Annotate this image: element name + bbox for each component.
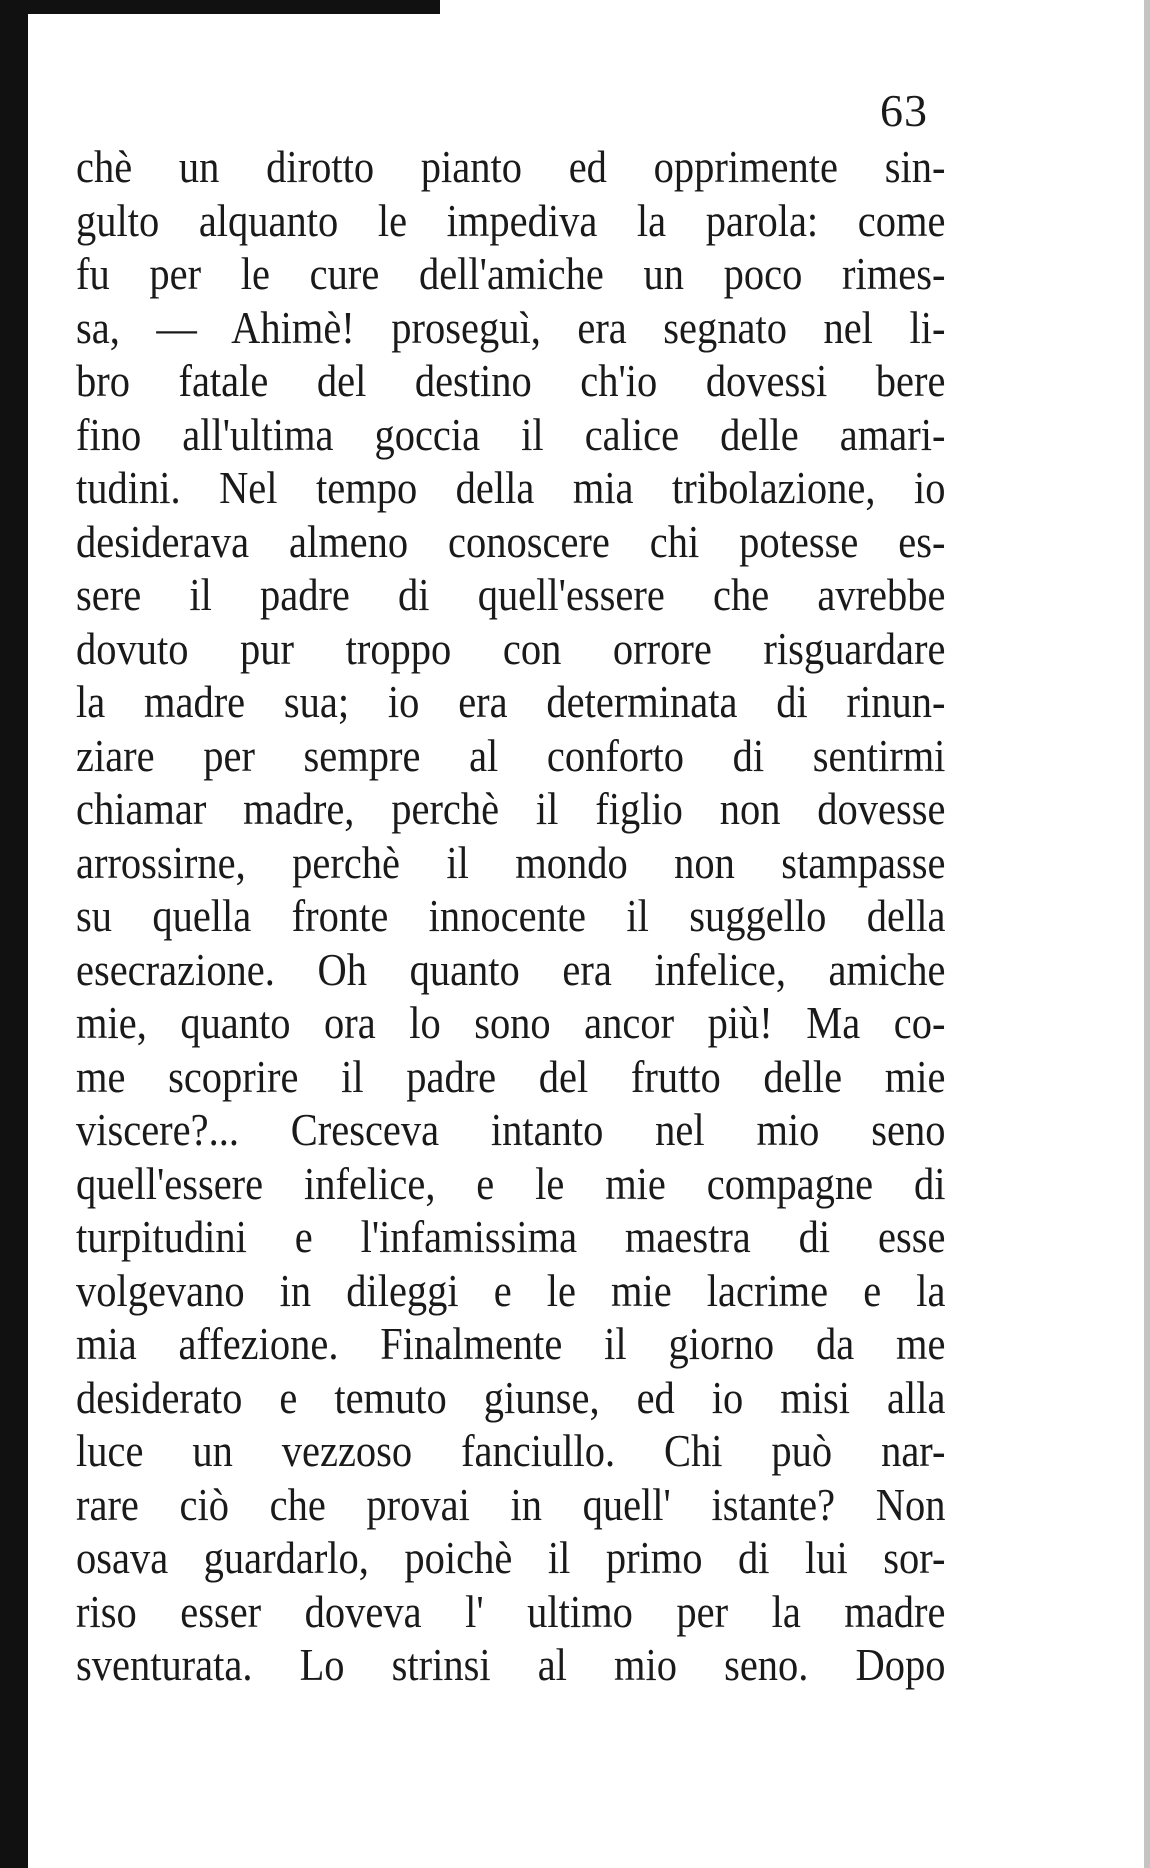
text-line: arrossirne, perchè il mondo non stampasse: [76, 836, 946, 888]
text-line: viscere?... Cresceva intanto nel mio seno: [76, 1104, 946, 1155]
text-line: fu per le cure dell'amiche un poco rimes-: [76, 248, 946, 299]
top-border-rule: [0, 0, 440, 14]
text-line: volgevano in dileggi e le mie lacrime e la: [76, 1264, 946, 1316]
left-border-rule: [0, 0, 28, 1868]
text-line: riso esser doveva l' ultimo per la madre: [76, 1585, 946, 1637]
text-line: tudini. Nel tempo della mia tribolazione, io: [76, 462, 946, 513]
text-line: sere il padre di quell'essere che avrebbe: [76, 569, 946, 620]
text-line: chiamar madre, perchè il figlio non dovesse: [76, 783, 946, 834]
page-number: 63: [880, 85, 928, 136]
text-line: luce un vezzoso fanciullo. Chi può nar-: [76, 1425, 946, 1476]
text-line: rare ciò che provai in quell' istante? Non: [76, 1478, 946, 1530]
text-line: sa, — Ahimè! proseguì, era segnato nel li-: [76, 301, 946, 353]
text-line: sventurata. Lo strinsi al mio seno. Dopo: [76, 1639, 946, 1690]
text-line: mie, quanto ora lo sono ancor più! Ma co-: [76, 997, 946, 1048]
text-line: gulto alquanto le impediva la parola: come: [76, 194, 946, 246]
text-line: esecrazione. Oh quanto era infelice, amiche: [76, 943, 946, 995]
text-line: desiderato e temuto giunse, ed io misi alla: [76, 1371, 946, 1423]
text-line: fino all'ultima goccia il calice delle amari-: [76, 408, 946, 460]
text-line: ziare per sempre al conforto di sentirmi: [76, 729, 946, 781]
text-line: osava guardarlo, poichè il primo di lui sor-: [76, 1532, 946, 1583]
text-line: mia affezione. Finalmente il giorno da me: [76, 1318, 946, 1369]
text-line: la madre sua; io era determinata di rinun-: [76, 676, 946, 727]
text-line: su quella fronte innocente il suggello della: [76, 890, 946, 941]
text-line: me scoprire il padre del frutto delle mie: [76, 1050, 946, 1102]
text-line: desiderava almeno conoscere chi potesse es-: [76, 515, 946, 567]
right-page-edge: [1144, 0, 1150, 1868]
text-line: turpitudini e l'infamissima maestra di esse: [76, 1211, 946, 1262]
text-line: bro fatale del destino ch'io dovessi bere: [76, 355, 946, 406]
text-line: chè un dirotto pianto ed opprimente sin-: [76, 141, 946, 192]
text-line: dovuto pur troppo con orrore risguardare: [76, 622, 946, 674]
text-line: quell'essere infelice, e le mie compagne di: [76, 1157, 946, 1209]
body-text: [76, 140, 946, 1710]
